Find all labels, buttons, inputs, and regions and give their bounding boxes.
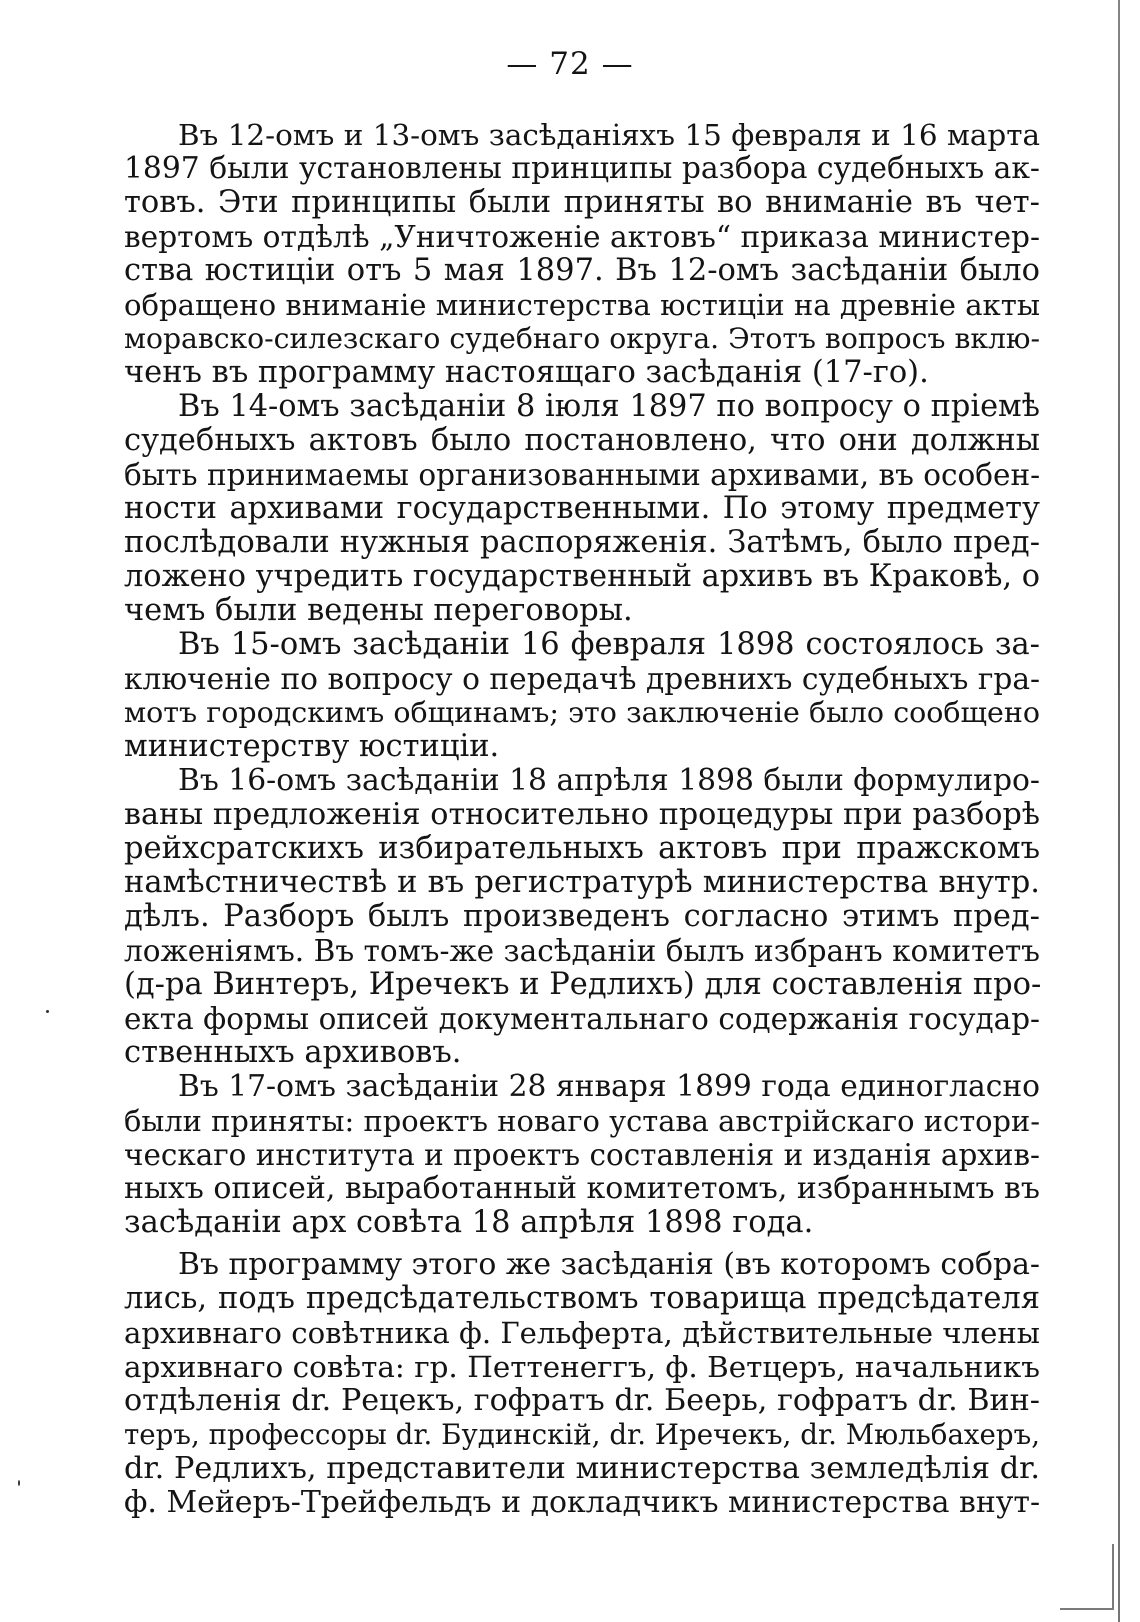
text-line: моравско-силезскаго судебнаго округа. Этотъ вопросъ вклю- [124, 322, 1040, 355]
text-line: ности архивами государственными. По этому предмету [124, 491, 1040, 526]
scan-edge-line [1118, 0, 1120, 1622]
text-line: обращено вниманіе министерства юстиціи на древніе акты [124, 288, 1040, 322]
paragraph [124, 1070, 1040, 1240]
text-line: архивнаго совѣтника ф. Гельферта, дѣйствительные члены [124, 1316, 1041, 1350]
text-line: Въ 16-омъ засѣданіи 18 апрѣля 1898 были формулиро- [178, 763, 1040, 798]
text-line: архивнаго совѣта: гр. Петтенеггъ, ф. Ветцеръ, начальникъ [124, 1350, 1040, 1384]
text-line: Въ программу этого же засѣданія (въ которомъ собра- [178, 1247, 1040, 1282]
body-text [124, 118, 1040, 1520]
text-line: послѣдовали нужныя распоряженія. Затѣмъ, было пред- [124, 525, 1040, 560]
paragraph [124, 118, 1040, 390]
text-line: dr. Редлихъ, представители министерства земледѣлія dr. [124, 1451, 1040, 1486]
paragraph [124, 390, 1040, 628]
scan-corner-mark [1060, 1544, 1114, 1610]
text-line: мотъ городскимъ общинамъ; это заключеніе было сообщено [124, 696, 1040, 729]
text-line: (д-ра Винтеръ, Иречекъ и Редлихъ) для составленія про- [124, 967, 1042, 1002]
text-line: засѣданіи арх совѣта 18 апрѣля 1898 года. [124, 1205, 814, 1240]
text-line: 1897 были установлены принципы разбора судебныхъ ак- [124, 151, 1040, 186]
text-line: Въ 15-омъ засѣданіи 16 февраля 1898 состоялось за- [178, 627, 1040, 662]
scan-speck [46, 1010, 49, 1013]
text-line: дѣлъ. Разборъ былъ произведенъ согласно этимъ пред- [124, 899, 1040, 934]
text-line: ф. Мейеръ-Трейфельдъ и докладчикъ министерства внут- [124, 1485, 1041, 1520]
text-line: Въ 14-омъ засѣданіи 8 іюля 1897 по вопросу о пріемѣ [178, 389, 1040, 424]
paragraph [124, 628, 1040, 764]
text-line: Въ 17-омъ засѣданіи 28 января 1899 года единогласно [178, 1069, 1040, 1104]
paragraph [124, 1248, 1040, 1520]
text-line: были приняты: проектъ новаго устава австрійскаго истори- [124, 1104, 1040, 1138]
text-line: судебныхъ актовъ было постановлено, что они должны [124, 423, 1040, 458]
text-line: рейхсратскихъ избирательныхъ актовъ при пражскомъ [124, 831, 1040, 866]
text-line: товъ. Эти принципы были приняты во вниманіе въ чет- [124, 185, 1040, 220]
text-line: ключеніе по вопросу о передачѣ древнихъ судебныхъ гра- [124, 662, 1040, 696]
text-line: намѣстничествѣ и въ регистратурѣ министерства внутр. [124, 865, 1040, 900]
paragraph [124, 764, 1040, 1070]
text-line: ложено учредить государственный архивъ въ Краковѣ, о [124, 559, 1040, 594]
text-line: отдѣленія dr. Рецекъ, гофратъ dr. Беерь, гофратъ dr. Вин- [124, 1383, 1040, 1418]
text-line: быть принимаемы организованными архивами, въ особен- [124, 458, 1041, 492]
text-line: чемъ были ведены переговоры. [124, 593, 633, 628]
text-line: ченъ въ программу настоящаго засѣданія (17-го). [124, 355, 929, 390]
text-line: Въ 12-омъ и 13-омъ засѣданіяхъ 15 февраля и 16 марта [178, 118, 1040, 152]
text-line: вертомъ отдѣлѣ „Уничтоженіе актовъ“ приказа министер- [124, 220, 1040, 254]
text-line: лись, подъ предсѣдательствомъ товарища предсѣдателя [124, 1281, 1040, 1316]
scan-speck [18, 1480, 20, 1486]
text-line: ныхъ описей, выработанный комитетомъ, избраннымъ въ [124, 1171, 1040, 1206]
text-line: ложеніямъ. Въ томъ-же засѣданіи былъ избранъ комитетъ [124, 934, 1040, 968]
text-line: ства юстиціи отъ 5 мая 1897. Въ 12-омъ засѣданіи было [124, 253, 1040, 288]
text-line: екта формы описей документальнаго содержанія государ- [124, 1002, 1040, 1036]
text-line: министерству юстиціи. [124, 729, 500, 764]
page-number: — 72 — [506, 46, 634, 82]
text-line: ческаго института и проектъ составленія и изданія архив- [124, 1138, 1040, 1172]
text-line: теръ, профессоры dr. Будинскій, dr. Иречекъ, dr. Мюльбахеръ, [124, 1418, 1040, 1451]
text-line: ваны предложенія относительно процедуры при разборѣ [124, 797, 1040, 832]
text-line: ственныхъ архивовъ. [124, 1035, 462, 1070]
